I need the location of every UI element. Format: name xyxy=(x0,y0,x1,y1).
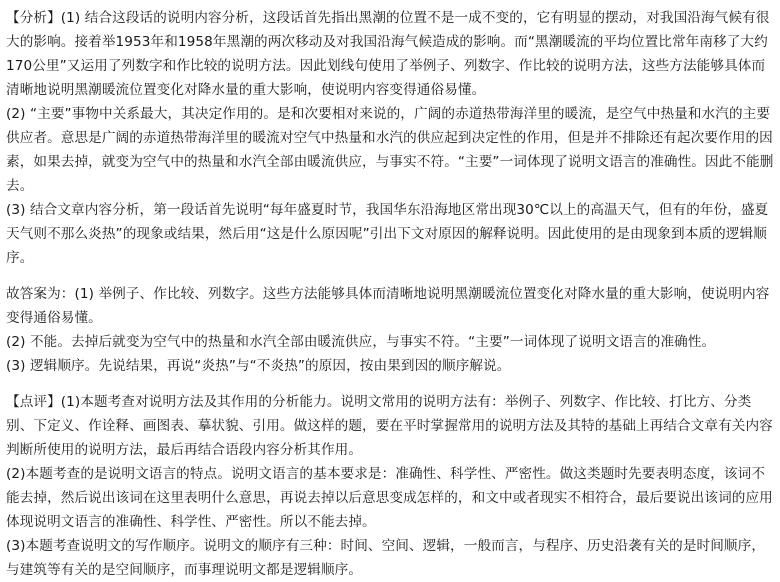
analysis-paragraph-2: (2) “主要”事物中关系最大，其决定作用的。是和次要相对来说的，广阔的赤道热带海洋里的暖流，是空气中热量和水汽的主要供应者。意思是广阔的赤道热带海洋里的暖流对空气中热量和水汽的供应起到决定性的作用，但是并不排除还有起次要作用的因素，如果去掉，就变为空气中的热量和水汽全部由暖流供应，与事实不符。“主要”一词体现了说明文语言的准确性。因此不能删去。 xyxy=(6,106,774,194)
comment-paragraph-3: (3)本题考查说明文的写作顺序。说明文的顺序有三种：时间、空间、逻辑，一般而言，与程序、历史沿袭有关的是时间顺序，与建筑等有关的是空间顺序，而事理说明文都是逻辑顺序。 xyxy=(6,538,766,578)
comment-paragraph-1: 【点评】(1)本题考查对说明方法及其作用的分析能力。说明文常用的说明方法有：举例子、列数字、作比较、打比方、分类别、下定义、作诠释、画图表、摹状貌、引用。做这样的题，要在平时掌握常用的说明方法及其特的基础上再结合文章有关内容判断所使用的说明方法，最后再结合语段内容分析其作用。 xyxy=(6,394,773,458)
comment-section xyxy=(6,390,774,582)
answer-section xyxy=(6,282,774,378)
analysis-paragraph-3: (3) 结合文章内容分析，第一段话首先说明“每年盛夏时节，我国华东沿海地区常出现30℃以上的高温天气，但有的年份，盛夏天气则不那么炎热”的现象或结果，然后用“这是什么原因呢”引出下文对原因的解释说明。因此使用的是由现象到本质的逻辑顺序。 xyxy=(6,202,769,266)
comment-paragraph-2: (2)本题考查的是说明文语言的特点。说明文语言的基本要求是：准确性、科学性、严密性。做这类题时先要表明态度，该词不能去掉，然后说出该词在这里表明什么意思，再说去掉以后意思变成怎样的，和文中或者现实不相符合，最后要说出该词的应用体现说明文语言的准确性、科学性、严密性。所以不能去掉。 xyxy=(6,466,773,530)
analysis-section xyxy=(6,6,774,270)
analysis-paragraph-1: 【分析】(1) 结合这段话的说明内容分析，这段话首先指出黑潮的位置不是一成不变的，它有明显的摆动，对我国沿海气候有很大的影响。接着举1953年和1958年黑潮的两次移动及对我国沿海气候造成的影响。而“黑潮暖流的平均位置比常年南移了大约170公里”又运用了列数字和作比较的说明方法。因此划线句使用了举例子、列数字、作比较的说明方法，这些方法能够具体而清晰地说明黑潮暖流位置变化对降水量的重大影响，使说明内容变得通俗易懂。 xyxy=(6,10,770,98)
answer-paragraph-3: (3) 逻辑顺序。先说结果，再说“炎热”与“不炎热”的原因，按由果到因的顺序解说。 xyxy=(6,358,511,374)
answer-paragraph-1: 故答案为：(1) 举例子、作比较、列数字。这些方法能够具体而清晰地说明黑潮暖流位置变化对降水量的重大影响，使说明内容变得通俗易懂。 xyxy=(6,286,770,326)
answer-paragraph-2: (2) 不能。去掉后就变为空气中的热量和水汽全部由暖流供应，与事实不符。“主要”一词体现了说明文语言的准确性。 xyxy=(6,334,716,350)
section-spacer xyxy=(6,378,774,390)
section-spacer xyxy=(6,270,774,282)
